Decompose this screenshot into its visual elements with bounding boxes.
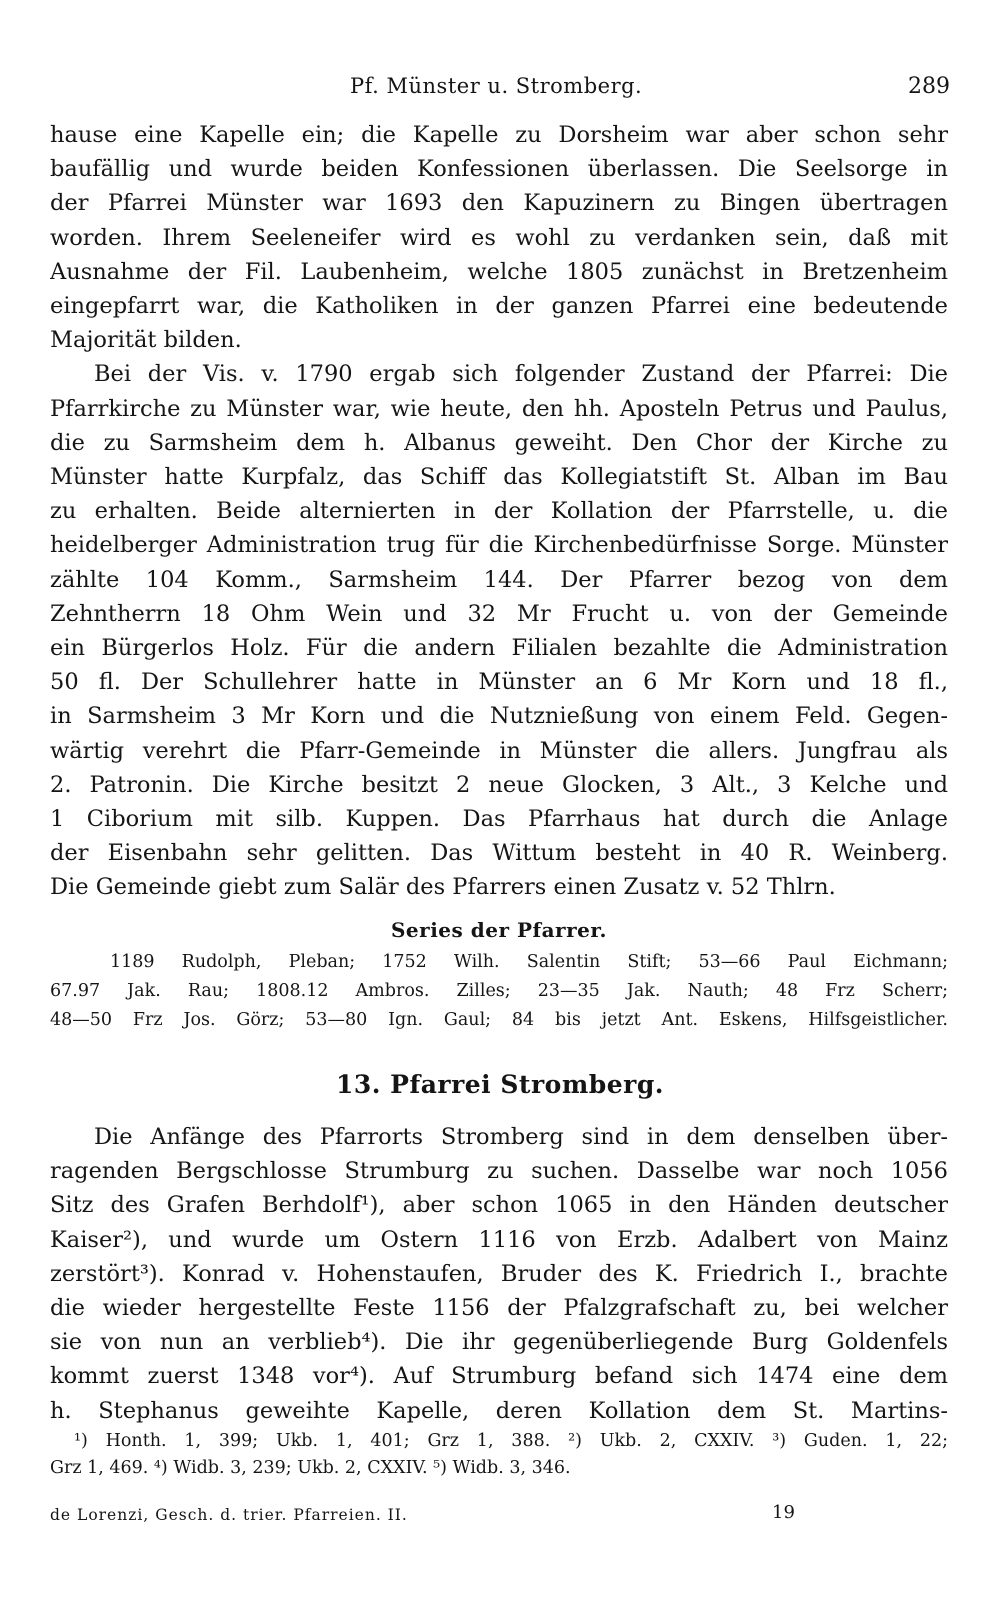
section-heading: 13. Pfarrei Stromberg. [335, 1070, 665, 1099]
text-line: zerstört³). Konrad v. Hohenstaufen, Bruder des K. Friedrich I., brachte [50, 1260, 948, 1287]
text-line: 2. Patronin. Die Kirche besitzt 2 neue Glocken, 3 Alt., 3 Kelche und [50, 771, 948, 798]
text-line: worden. Ihrem Seeleneifer wird es wohl zu verdanken sein, daß mit [50, 224, 948, 251]
footnotes [50, 1428, 948, 1482]
running-title: Pf. Münster u. Stromberg. [350, 74, 643, 98]
text-line: ragenden Bergschlosse Strumburg zu suchen. Dasselbe war noch 1056 [50, 1158, 948, 1185]
series-line: 67.97 Jak. Rau; 1808.12 Ambros. Zilles; 23—35 Jak. Nauth; 48 Frz Scherr; [50, 981, 948, 1001]
text-line: ein Bürgerlos Holz. Für die andern Filialen bezahlte die Administration [50, 635, 948, 662]
text-line: Bei der Vis. v. 1790 ergab sich folgender Zustand der Pfarrei: Die [94, 361, 948, 388]
text-line: zählte 104 Komm., Sarmsheim 144. Der Pfarrer bezog von dem [50, 566, 948, 593]
text-line: hause eine Kapelle ein; die Kapelle zu Dorsheim war aber schon sehr [50, 122, 948, 148]
paragraph-munster [50, 118, 948, 905]
text-line: eingepfarrt war, die Katholiken in der ganzen Pfarrei eine bedeutende [50, 293, 948, 320]
text-line: 50 fl. Der Schullehrer hatte in Münster an 6 Mr Korn und 18 fl., [50, 669, 948, 696]
text-line: baufällig und wurde beiden Konfessionen überlassen. Die Seelsorge in [50, 156, 948, 183]
text-line: kommt zuerst 1348 vor⁴). Auf Strumburg befand sich 1474 eine dem [50, 1363, 948, 1390]
text-line: Pfarrkirche zu Münster war, wie heute, den hh. Aposteln Petrus und Paulus, [50, 395, 948, 422]
text-line: Ausnahme der Fil. Laubenheim, welche 1805 zunächst in Bretzenheim [50, 258, 948, 285]
sheet-number: 19 [772, 1502, 795, 1523]
series-line: 48—50 Frz Jos. Görz; 53—80 Ign. Gaul; 84 bis jetzt Ant. Eskens, Hilfsgeistlicher. [50, 1010, 948, 1030]
page-number: 289 [908, 74, 950, 99]
text-line: wärtig verehrt die Pfarr-Gemeinde in Münster die allers. Jungfrau als [50, 737, 948, 764]
text-line: der Eisenbahn sehr gelitten. Das Wittum besteht in 40 R. Weinberg. [50, 840, 948, 867]
text-line: der Pfarrei Münster war 1693 den Kapuzinern zu Bingen übertragen [50, 190, 948, 217]
text-line: die zu Sarmsheim dem h. Albanus geweiht. Den Chor der Kirche zu [50, 429, 948, 456]
printer-signature: de Lorenzi, Gesch. d. trier. Pfarreien. II. [50, 1506, 408, 1524]
series-of-pastors [50, 918, 948, 1035]
text-line: heidelberger Administration trug für die Kirchenbedürfnisse Sorge. Münster [50, 532, 948, 559]
text-line: Kaiser²), und wurde um Ostern 1116 von Erzb. Adalbert von Mainz [50, 1226, 948, 1253]
text-line: sie von nun an verblieb⁴). Die ihr gegenüberliegende Burg Goldenfels [50, 1329, 948, 1356]
text-line: zu erhalten. Beide alternierten in der Kollation der Pfarrstelle, u. die [50, 498, 948, 525]
page-header [50, 74, 950, 106]
series-title: Series der Pfarrer. [390, 918, 608, 942]
text-line: h. Stephanus geweihte Kapelle, deren Kollation dem St. Martins- [50, 1397, 948, 1424]
footnote-line: ¹) Honth. 1, 399; Ukb. 1, 401; Grz 1, 388. ²) Ukb. 2, CXXIV. ³) Guden. 1, 22; [74, 1431, 948, 1451]
text-line: Die Anfänge des Pfarrorts Stromberg sind in dem denselben über- [94, 1124, 948, 1150]
series-line: 1189 Rudolph, Pleban; 1752 Wilh. Salentin Stift; 53—66 Paul Eichmann; [110, 952, 948, 972]
text-line: die wieder hergestellte Feste 1156 der Pfalzgrafschaft zu, bei welcher [50, 1295, 948, 1322]
text-line: 1 Ciborium mit silb. Kuppen. Das Pfarrhaus hat durch die Anlage [50, 806, 948, 833]
paragraph-stromberg [50, 1120, 948, 1428]
text-line: Sitz des Grafen Berhdolf¹), aber schon 1065 in den Händen deutscher [50, 1192, 948, 1219]
text-line: in Sarmsheim 3 Mr Korn und die Nutznießung von einem Feld. Gegen- [50, 703, 948, 730]
footnote-line: Grz 1, 469. ⁴) Widb. 3, 239; Ukb. 2, CXXIV. ⁵) Widb. 3, 346. [50, 1458, 571, 1478]
text-line: Zehntherrn 18 Ohm Wein und 32 Mr Frucht u. von der Gemeinde [50, 600, 948, 627]
text-line: Die Gemeinde giebt zum Salär des Pfarrers einen Zusatz v. 52 Thlrn. [50, 874, 836, 901]
text-line: Majorität bilden. [50, 327, 242, 354]
text-line: Münster hatte Kurpfalz, das Schiff das Kollegiatstift St. Alban im Bau [50, 464, 948, 491]
